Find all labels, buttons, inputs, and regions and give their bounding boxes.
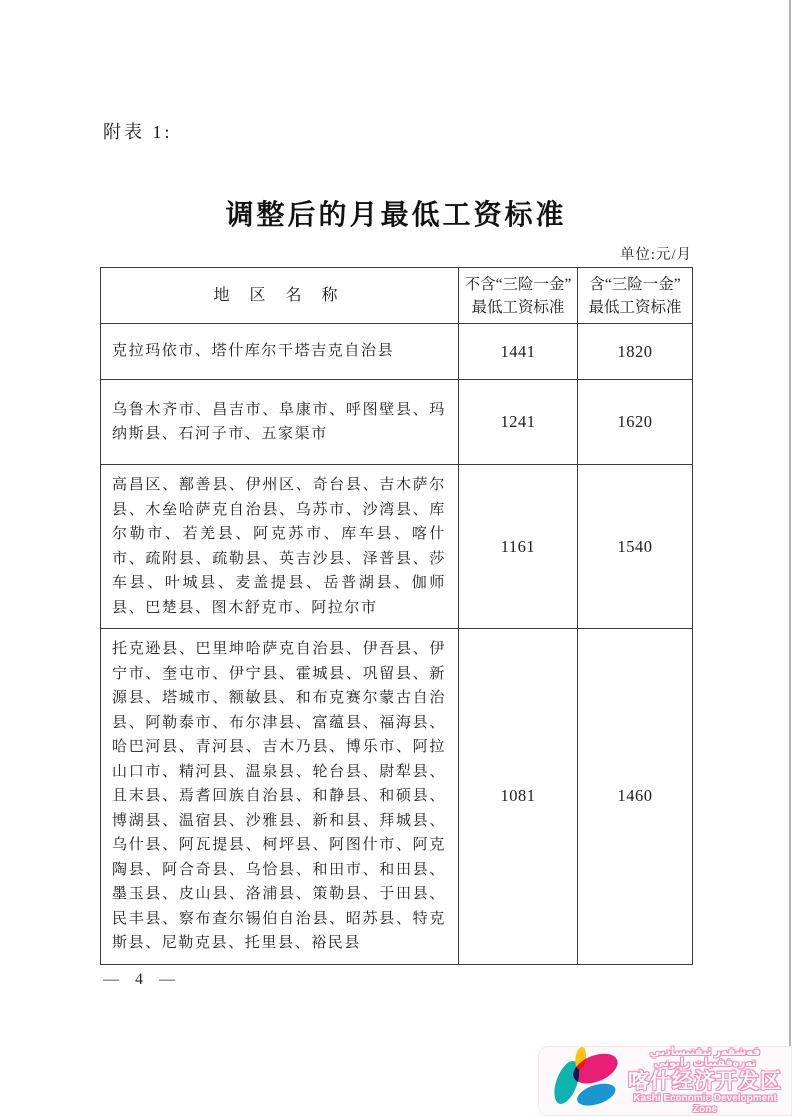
region-names: 高昌区、鄯善县、伊州区、奇台县、吉木萨尔县、木垒哈萨克自治县、乌苏市、沙湾县、库尔勒市、若羌县、阿克苏市、库车县、喀什市、疏附县、疏勒县、英吉沙县、泽普县、莎车县、叶城县、麦盖提县、岳普湖县、伽师县、巴楚县、图木舒克市、阿拉尔市 (101, 465, 459, 629)
logo-uyghur-text: قەشقەر ئىقتىسادىي تەرەققىيات رايونى (649, 1045, 761, 1070)
table-row (101, 629, 693, 965)
unit-note: 单位:元/月 (619, 247, 692, 263)
header-excl (459, 268, 578, 324)
wage-excl-value: 1081 (459, 629, 578, 965)
kashi-edz-logo-bar (538, 1046, 792, 1116)
minimum-wage-table (100, 267, 693, 965)
header-excl-line1: 不含“三险一金” (464, 275, 572, 293)
region-names: 乌鲁木齐市、昌吉市、阜康市、呼图壁县、玛纳斯县、石河子市、五家渠市 (101, 380, 459, 465)
wage-incl-value: 1820 (578, 324, 693, 380)
logo-text-block (624, 1047, 786, 1115)
header-excl-line2: 最低工资标准 (471, 298, 565, 316)
wage-incl-value: 1620 (578, 380, 693, 465)
flower-logo-icon (546, 1046, 624, 1117)
wage-excl-value: 1441 (459, 324, 578, 380)
page-title: 调整后的月最低工资标准 (225, 200, 567, 231)
logo-english-text: Kashi Economic Development Zone (633, 1093, 777, 1115)
scan-edge-line (789, 0, 791, 1116)
wage-incl-value: 1540 (578, 465, 693, 629)
logo-chinese-text: 喀什经济开发区 (628, 1070, 782, 1094)
attachment-label: 附表 1: (103, 122, 173, 142)
wage-incl-value: 1460 (578, 629, 693, 965)
table-row (101, 465, 693, 629)
header-incl-line1: 含“三险一金” (589, 275, 681, 293)
header-region: 地 区 名 称 (101, 268, 459, 324)
table-header-row (101, 268, 693, 324)
region-names: 克拉玛依市、塔什库尔干塔吉克自治县 (101, 324, 459, 380)
table-row (101, 380, 693, 465)
wage-excl-value: 1241 (459, 380, 578, 465)
page-number: — 4 — (103, 971, 181, 988)
table-row (101, 324, 693, 380)
header-incl-line2: 最低工资标准 (588, 298, 682, 316)
header-incl (578, 268, 693, 324)
wage-excl-value: 1161 (459, 465, 578, 629)
region-names: 托克逊县、巴里坤哈萨克自治县、伊吾县、伊宁市、奎屯市、伊宁县、霍城县、巩留县、新源县、塔城市、额敏县、和布克赛尔蒙古自治县、阿勒泰市、布尔津县、富蕴县、福海县、哈巴河县、青河县、吉木乃县、博乐市、阿拉山口市、精河县、温泉县、轮台县、尉犁县、且末县、焉耆回族自治县、和静县、和硕县、博湖县、温宿县、沙雅县、新和县、拜城县、乌什县、阿瓦提县、柯坪县、阿图什市、阿克陶县、阿合奇县、乌恰县、和田市、和田县、墨玉县、皮山县、洛浦县、策勒县、于田县、民丰县、察布查尔锡伯自治县、昭苏县、特克斯县、尼勒克县、托里县、裕民县 (101, 629, 459, 965)
